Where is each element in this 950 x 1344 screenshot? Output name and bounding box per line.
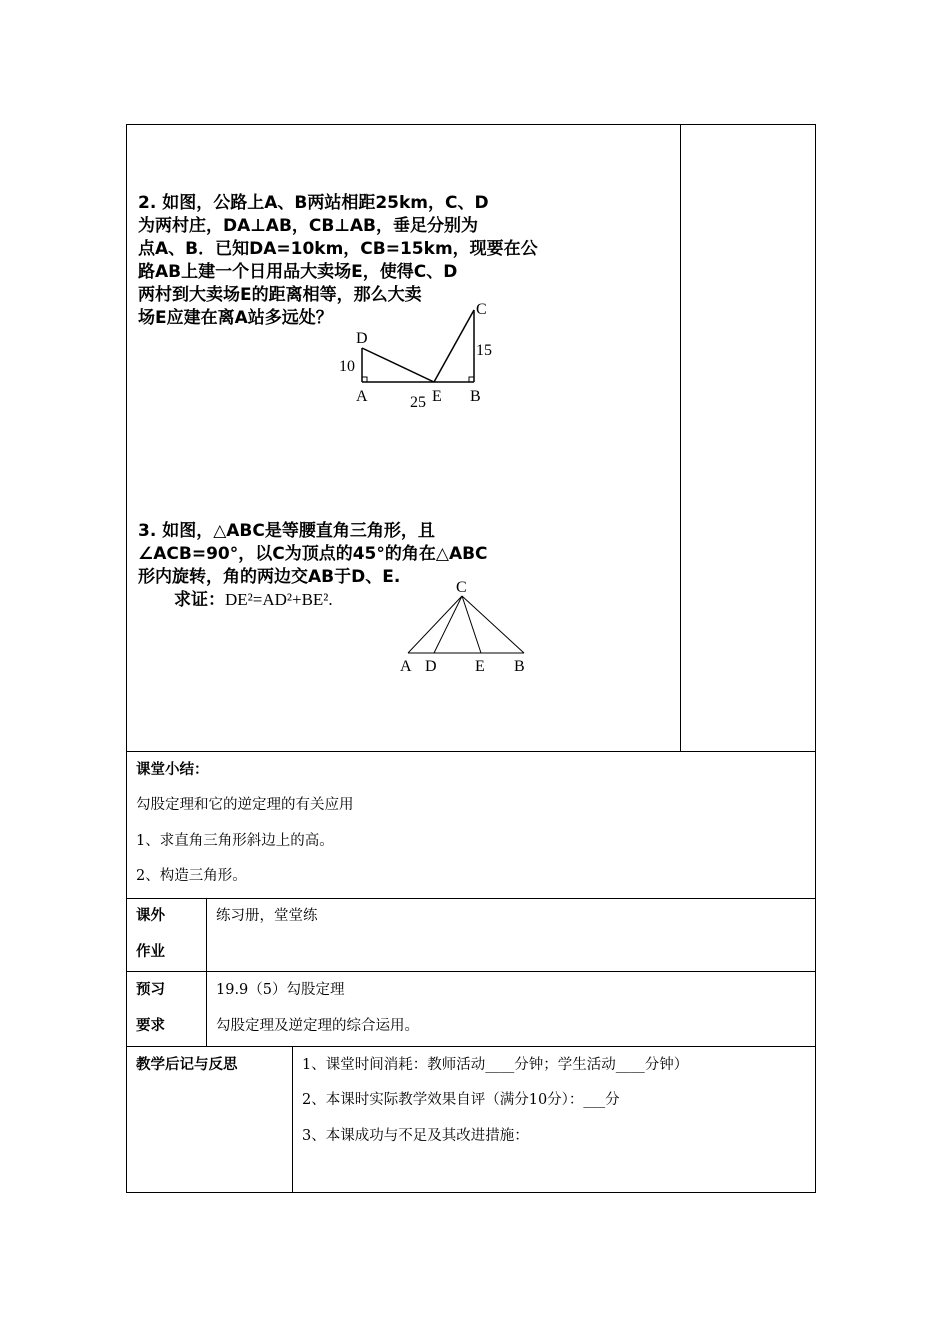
table-border-left [126, 124, 127, 1193]
label-D: D [356, 330, 368, 347]
label-length-DA: 10 [339, 358, 355, 375]
label-length-CB: 15 [476, 342, 492, 359]
label-A: A [400, 658, 412, 675]
homework-content: 练习册，堂堂练 [216, 908, 318, 924]
problem3-figure [396, 576, 536, 676]
table-border-top [126, 124, 816, 125]
label-A: A [356, 388, 368, 405]
problem2-line-5: 两村到大卖场E的距离相等，那么大卖 [138, 285, 422, 305]
problem2-line-4: 路AB上建一个日用品大卖场E，使得C、D [138, 262, 458, 282]
label-B: B [470, 388, 481, 405]
preview-line-1: 19.9（5）勾股定理 [216, 982, 345, 998]
summary-line-3: 2、构造三角形。 [136, 868, 247, 884]
segment-DE [362, 348, 434, 382]
label-D: D [425, 658, 437, 675]
label-E: E [432, 388, 442, 405]
problem3-line-2: ∠ACB=90°，以C为顶点的45°的角在△ABC [138, 544, 488, 564]
summary-heading: 课堂小结： [136, 762, 209, 778]
problem2-figure [334, 298, 494, 408]
reflection-line-2: 2、本课时实际教学效果自评（满分10分）：___分 [302, 1092, 620, 1108]
label-B: B [514, 658, 525, 675]
table-border-right [815, 124, 816, 1193]
homework-label-line-2: 作业 [136, 944, 165, 960]
label-C: C [456, 579, 467, 596]
prove-statement: DE²=AD²+BE². [225, 590, 333, 609]
row-divider-summary [126, 751, 816, 752]
reflection-label: 教学后记与反思 [136, 1057, 238, 1073]
summary-line-1: 勾股定理和它的逆定理的有关应用 [136, 797, 354, 813]
problem2-line-6: 场E应建在离A站多远处？ [138, 308, 333, 328]
row-divider-homework [126, 898, 816, 899]
problem3-line-1: 3. 如图，△ABC是等腰直角三角形，且 [138, 521, 435, 541]
label-divider-reflection [292, 1046, 293, 1192]
label-length-AB: 25 [410, 394, 426, 408]
label-E: E [475, 658, 485, 675]
row-divider-reflection [126, 1046, 816, 1047]
prove-prefix: 求证： [174, 590, 225, 610]
problem2-line-3: 点A、B．已知DA=10km，CB=15km，现要在公 [138, 239, 538, 259]
preview-label-line-1: 预习 [136, 982, 165, 998]
label-divider-homework-preview [206, 898, 207, 1046]
table-border-bottom [126, 1192, 816, 1193]
homework-label-line-1: 课外 [136, 908, 165, 924]
segment-CA [408, 596, 462, 653]
problem3-prove [174, 589, 333, 611]
segment-CD [434, 596, 462, 653]
row-divider-preview [126, 971, 816, 972]
problem2-line-1: 2. 如图，公路上A、B两站相距25km，C、D [138, 193, 489, 213]
label-C: C [476, 301, 487, 318]
reflection-line-3: 3、本课成功与不足及其改进措施： [302, 1128, 529, 1144]
content-column-divider [680, 124, 681, 751]
problem2-line-2: 为两村庄，DA⊥AB，CB⊥AB，垂足分别为 [138, 216, 479, 236]
summary-line-2: 1、求直角三角形斜边上的高。 [136, 833, 334, 849]
reflection-line-1: 1、课堂时间消耗：教师活动____分钟；学生活动____分钟） [302, 1057, 689, 1073]
segment-CE [434, 310, 474, 382]
problem3-line-3: 形内旋转，角的两边交AB于D、E. [138, 567, 401, 587]
preview-line-2: 勾股定理及逆定理的综合运用。 [216, 1018, 419, 1034]
preview-label-line-2: 要求 [136, 1018, 165, 1034]
